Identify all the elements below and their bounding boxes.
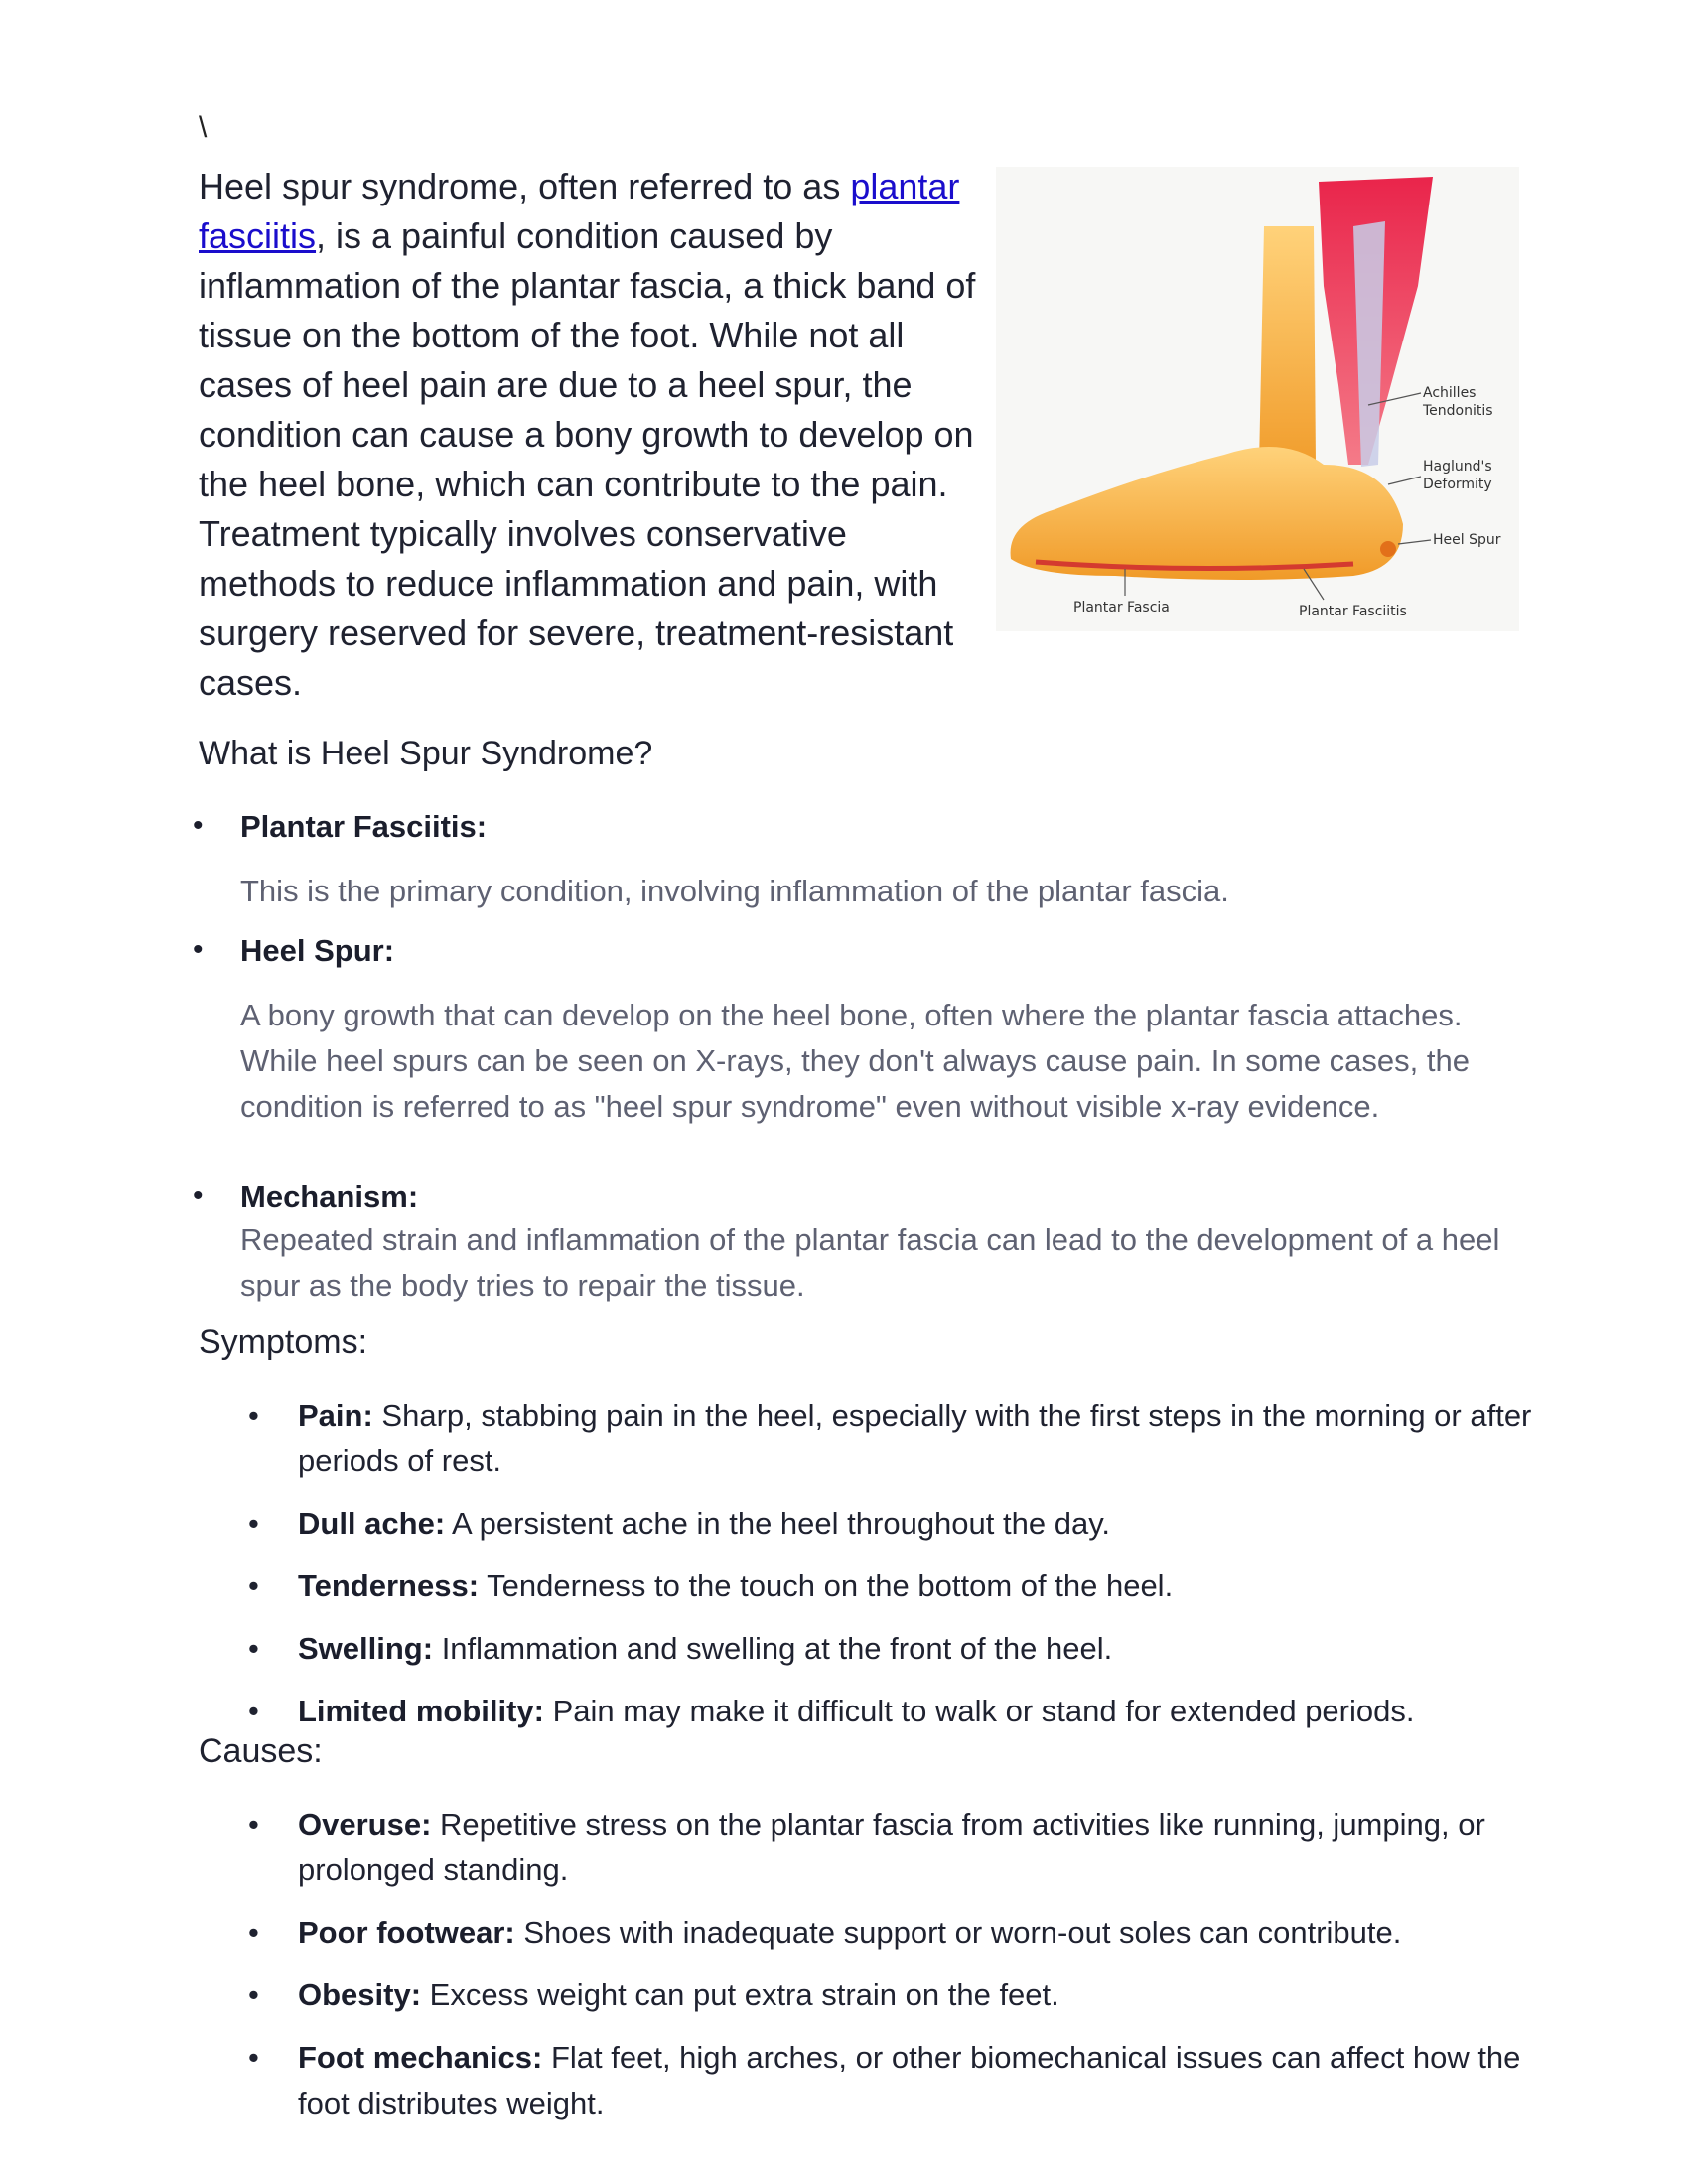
item-text: Inflammation and swelling at the front of the heel.	[433, 1631, 1113, 1666]
label-heel-spur: Heel Spur	[1433, 532, 1501, 548]
bullet-icon: •	[193, 809, 204, 842]
list-item	[246, 1910, 1537, 1956]
what-is-heading: What is Heel Spur Syndrome?	[199, 735, 653, 772]
list-item	[246, 1689, 1537, 1734]
item-term: Swelling:	[298, 1631, 434, 1666]
bullet-icon: •	[248, 2040, 259, 2075]
definition-desc: This is the primary condition, involving inflammation of the plantar fascia.	[240, 874, 1229, 908]
intro-paragraph	[199, 162, 983, 708]
heel-spur-mark	[1380, 541, 1396, 557]
item-text: Shoes with inadequate support or worn-out soles can contribute.	[514, 1915, 1402, 1950]
item-text: A persistent ache in the heel throughout the day.	[445, 1506, 1111, 1541]
definition-term-label: Heel Spur:	[240, 933, 395, 968]
bullet-icon: •	[193, 933, 204, 966]
list-item	[246, 1626, 1537, 1672]
stray-backslash: \	[199, 111, 208, 144]
list-item	[246, 1973, 1537, 2018]
label-achilles-2: Tendonitis	[1423, 403, 1493, 419]
definition-term	[189, 933, 1509, 969]
bullet-icon: •	[248, 1978, 259, 2012]
definition-term	[189, 1179, 1509, 1215]
list-item	[246, 2035, 1537, 2126]
definition-item-mechanism	[189, 1179, 1509, 1308]
bullet-icon: •	[248, 1631, 259, 1666]
list-item	[246, 1802, 1537, 1893]
list-item	[246, 1501, 1537, 1547]
leg-bone-shape	[1259, 226, 1316, 479]
item-text: Excess weight can put extra strain on the feet.	[421, 1978, 1059, 2012]
definition-desc: Repeated strain and inflammation of the plantar fascia can lead to the development of a heel spur as the body tries to repair the tissue.	[240, 1222, 1500, 1302]
item-text: Sharp, stabbing pain in the heel, especially with the first steps in the morning or after periods of rest.	[298, 1398, 1532, 1478]
definition-item-plantar	[189, 809, 1509, 914]
item-term: Tenderness:	[298, 1569, 480, 1603]
list-item	[246, 1393, 1537, 1484]
item-term: Dull ache:	[298, 1506, 446, 1541]
intro-text-end: , is a painful condition caused by inflammation of the plantar fascia, a thick band of tissue on the bottom of the foot. While not all cases of heel pain are due to a heel spur, the condition can cause a bony growth to develop on the heel bone, which can contribute to the pain. Treatment typically involves conservative methods to reduce inflammation and pain, with surgery reserved for severe, treatment-resistant cases.	[199, 215, 976, 703]
item-text: Repetitive stress on the plantar fascia from activities like running, jumping, or prolonged standing.	[298, 1807, 1485, 1887]
definition-term	[189, 809, 1509, 845]
definition-desc: A bony growth that can develop on the heel bone, often where the plantar fascia attaches. While heel spurs can be seen on X-rays, they don't always cause pain. In some cases, the condition is referred to as "heel spur syndrome" even without visible x-ray evidence.	[240, 998, 1470, 1124]
symptoms-heading: Symptoms:	[199, 1323, 368, 1361]
item-term: Foot mechanics:	[298, 2040, 543, 2075]
causes-list	[246, 1802, 1537, 2143]
item-term: Overuse:	[298, 1807, 432, 1842]
plantar-fasciitis-link[interactable]: plantar fasciitis	[199, 166, 960, 256]
foot-anatomy-illustration	[996, 167, 1519, 631]
bullet-icon: •	[248, 1398, 259, 1433]
bullet-icon: •	[193, 1179, 204, 1212]
bullet-icon: •	[248, 1569, 259, 1603]
item-term: Poor footwear:	[298, 1915, 515, 1950]
bullet-icon: •	[248, 1506, 259, 1541]
intro-text-start: Heel spur syndrome, often referred to as	[199, 166, 851, 206]
bullet-icon: •	[248, 1694, 259, 1728]
bullet-icon: •	[248, 1807, 259, 1842]
label-plantar-fasciitis: Plantar Fasciitis	[1299, 604, 1407, 619]
label-plantar-fascia: Plantar Fascia	[1073, 600, 1170, 615]
item-term: Pain:	[298, 1398, 373, 1433]
item-term: Obesity:	[298, 1978, 422, 2012]
label-achilles-1: Achilles	[1423, 385, 1477, 401]
list-item	[246, 1564, 1537, 1609]
bullet-icon: •	[248, 1915, 259, 1950]
label-haglund-1: Haglund's	[1423, 459, 1492, 475]
symptoms-list	[246, 1393, 1537, 1751]
item-text: Flat feet, high arches, or other biomechanical issues can affect how the foot distributes weight.	[298, 2040, 1521, 2120]
item-text: Pain may make it difficult to walk or stand for extended periods.	[544, 1694, 1415, 1728]
item-text: Tenderness to the touch on the bottom of the heel.	[479, 1569, 1174, 1603]
item-term: Limited mobility:	[298, 1694, 544, 1728]
definition-item-heel-spur	[189, 933, 1509, 1130]
definition-term-label: Plantar Fasciitis:	[240, 809, 488, 844]
label-haglund-2: Deformity	[1423, 477, 1492, 492]
causes-heading: Causes:	[199, 1732, 323, 1770]
definition-term-label: Mechanism:	[240, 1179, 419, 1214]
